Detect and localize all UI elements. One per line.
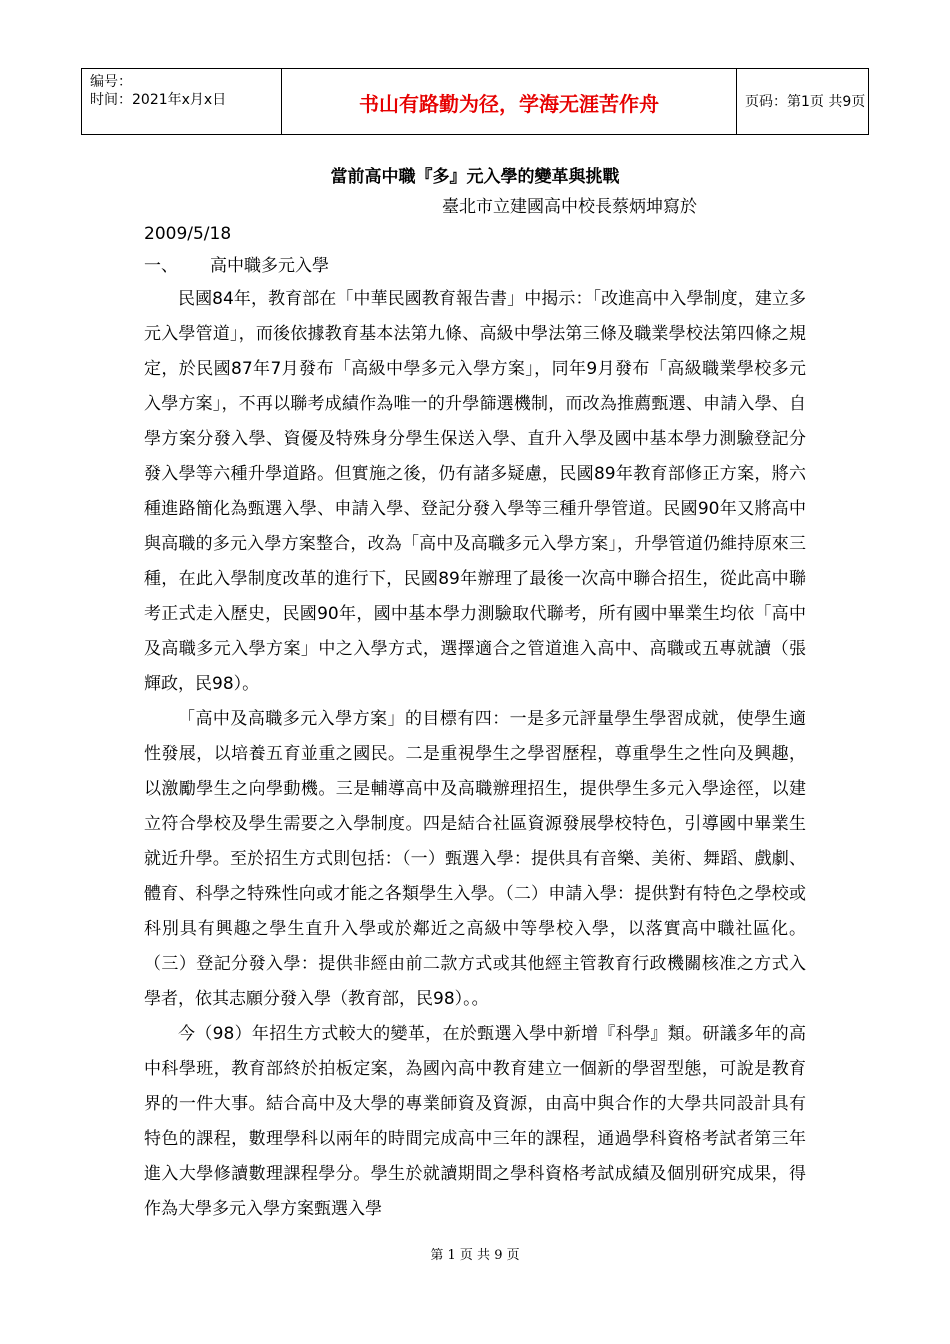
header-motto-cell [282,69,737,134]
document-title: 當前高中職『多』元入學的變革與挑戰 [330,167,620,187]
header-table [81,68,869,135]
section-number: 一、 [144,256,178,276]
time-label: 时间：2021年x月x日 [90,92,227,108]
section-heading [144,255,329,277]
body-text [144,282,806,1227]
header-page-cell [737,69,870,134]
page-info: 页码：第1页 共9页 [745,94,866,110]
serial-label: 编号： [90,74,132,90]
header-info-cell [82,69,282,134]
author-line: 臺北市立建國高中校長蔡炳坤寫於 [442,197,697,217]
motto-text: 书山有路勤为径，学海无涯苦作舟 [359,92,659,116]
paragraph: 民國84年，教育部在「中華民國教育報告書」中揭示：「改進高中入學制度，建立多元入學管道」，而後依據教育基本法第九條、高級中學法第三條及職業學校法第四條之規定，於民國87年7月發布「高級中學多元入學方案」，同年9月發布「高級職業學校多元入學方案」，不再以聯考成績作為唯一的升學篩選機制，而改為推薦甄選、申請入學、自學方案分發入學、資優及特殊身分學生保送入學、直升入學及國中基本學力測驗登記分發入學等六種升學道路。但實施之後，仍有諸多疑慮，民國89年教育部修正方案，將六種進路簡化為甄選入學、申請入學、登記分發入學等三種升學管道。民國90年又將高中與高職的多元入學方案整合，改為「高中及高職多元入學方案」，升學管道仍維持原來三種，在此入學制度改革的進行下，民國89年辦理了最後一次高中聯合招生，從此高中聯考正式走入歷史，民國90年，國中基本學力測驗取代聯考，所有國中畢業生均依「高中及高職多元入學方案」中之入學方式，選擇適合之管道進入高中、高職或五專就讀（張輝政，民98）。 [144,289,806,694]
section-title: 高中職多元入學 [210,256,329,276]
date-line: 2009/5/18 [144,224,232,244]
paragraph: 今（98）年招生方式較大的變革，在於甄選入學中新增『科學』類。研議多年的高中科學班，教育部終於拍板定案，為國內高中教育建立一個新的學習型態，可說是教育界的一件大事。結合高中及大學的專業師資及資源，由高中與合作的大學共同設計具有特色的課程，數理學科以兩年的時間完成高中三年的課程，通過學科資格考試者第三年進入大學修讀數理課程學分。學生於就讀期間之學科資格考試成績及個別研究成果，得作為大學多元入學方案甄選入學 [144,1024,806,1219]
page-footer: 第 1 页 共 9 页 [430,1248,520,1263]
paragraph: 「高中及高職多元入學方案」的目標有四：一是多元評量學生學習成就，使學生適性發展，以培養五育並重之國民。二是重視學生之學習歷程，尊重學生之性向及興趣，以激勵學生之向學動機。三是輔導高中及高職辦理招生，提供學生多元入學途徑，以建立符合學校及學生需要之入學制度。四是結合社區資源發展學校特色，引導國中畢業生就近升學。至於招生方式則包括：（一）甄選入學：提供具有音樂、美術、舞蹈、戲劇、體育、科學之特殊性向或才能之各類學生入學。（二）申請入學：提供對有特色之學校或科別具有興趣之學生直升入學或於鄰近之高級中等學校入學，以落實高中職社區化。（三）登記分發入學：提供非經由前二款方式或其他經主管教育行政機關核准之方式入學者，依其志願分發入學（教育部，民98）。。 [144,709,806,1009]
